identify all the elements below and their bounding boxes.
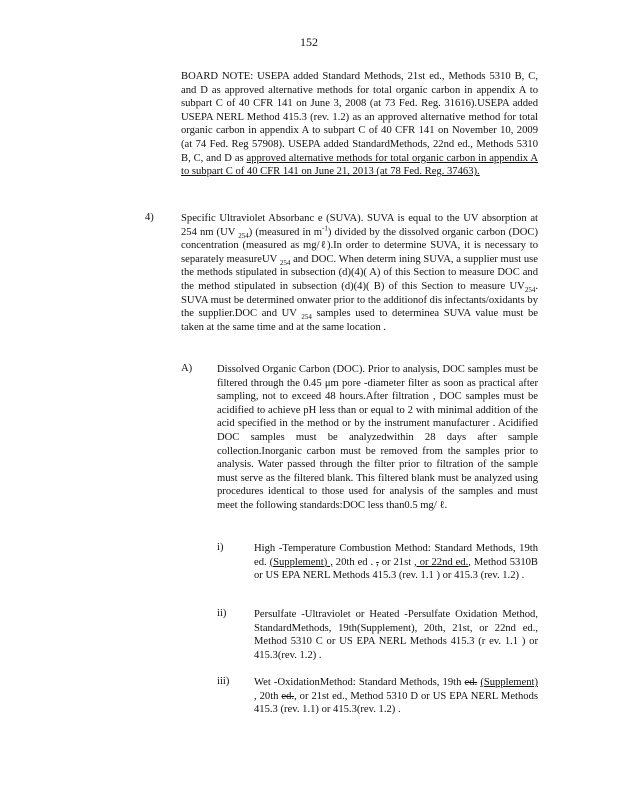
- suva-text-4: and DOC. When determ ining SUVA, a supplier must use the methods stipulated in subsection (d)(4)( A) of this Section to measure DOC and the method stipulated in subsection (d)(4)( B) of this Section to measure UV: [181, 253, 539, 292]
- suva-text-6: samples used to determinea SUVA value must be taken at the same time and at the same location .: [181, 308, 538, 333]
- page-number: 152: [300, 35, 318, 49]
- suva-sub-2: 254: [279, 258, 291, 267]
- suva-sub-1: 254: [238, 231, 249, 240]
- sub-i-text-4: , Method 5310B or US EPA NERL Methods 415.3 (rev. 1.1 ) or 415.3 (rev. 1.2) .: [254, 556, 538, 582]
- sub-i-struck: ,: [376, 556, 379, 568]
- board-note-underlined: approved alternative methods for total organic carbon in appendix A to subpart C of 40 CFR 141 on June 21, 2013 (at 78 Fed. Reg. 37463).: [181, 152, 538, 178]
- suva-text-1: Specific Ultraviolet Absorbanc e (SUVA). SUVA is equal to the UV absorption at 254 nm (UV: [181, 213, 538, 238]
- sub-iii-struck-2: ed.: [281, 690, 295, 702]
- board-note-text: BOARD NOTE: USEPA added Standard Methods, 21st ed., Methods 5310 B, C, and D as approved alternative methods for total organic carbon in appendix A to subpart C of 40 CFR 141 on June 3, 2008 (at 73 Fed. Reg. 31616).USEPA added USEPA NERL Method 415.3 (rev. 1.2) as an approved alternative method for total organic carbon in appendix A to subpart C of 40 CFR 141 on November 10, 2009 (at 74 Fed. Reg 57908). USEPA added StandardMethods, 22nd ed., Methods 5310 B, C, and D as: [181, 71, 538, 164]
- suva-text-5: . SUVA must be determined onwater prior to the additionof dis infectants/oxidants by the supplier.DOC and UV: [181, 280, 538, 320]
- sub-i-marker: i): [217, 542, 224, 553]
- sub-iii-text-1: Wet -OxidationMethod: Standard Methods, 19th: [254, 677, 465, 688]
- sub-iii-struck-1: ed.: [464, 677, 478, 688]
- sub-i-combustion: [254, 542, 538, 583]
- suva-text-3: ) divided by the dissolved organic carbon (DOC) concentration (measured as mg/ℓ).In order to determine SUVA, it is necessary to separately measureUV: [181, 226, 538, 265]
- sub-ii-marker: ii): [217, 608, 227, 619]
- item-A-marker: A): [181, 363, 193, 374]
- suva-text-2: ) (measured in m: [248, 226, 323, 238]
- sub-i-22nd: , or 22nd ed.: [414, 556, 469, 568]
- board-note: [181, 70, 538, 179]
- sub-iii-text-3: , or 21st ed., Method 5310 D or US EPA NERL Methods 415.3 (rev. 1.1) or 415.3(rev. 1.2) .: [254, 690, 538, 716]
- sub-iii-marker: iii): [217, 676, 230, 687]
- sub-ii-persulfate: Persulfate -Ultraviolet or Heated -Persulfate Oxidation Method, StandardMethods, 19th(Supplement), 20th, 21st, or 22nd ed., Method 5310 C or US EPA NERL Methods 415.3 (r ev. 1.1 ) or 415.3(rev. 1.2) .: [254, 609, 538, 661]
- sub-iii-supplement: (Supplement): [480, 677, 538, 688]
- suva-sub-3: 254: [524, 286, 536, 295]
- sub-i-text-3: or 21st: [378, 556, 415, 568]
- item-A-doc: Dissolved Organic Carbon (DOC). Prior to analysis, DOC samples must be filtered through the 0.45 μm pore -diameter filter as soon as practical after sampling, not to exceed 48 hours.After filtration , DOC samples must be acidified to achieve pH less than or equal to 2 with minimal addition of the acid specified in the method or by the instrument manufacturer . Acidified DOC samples must be analyzedwithin 28 days after sample collection.Inorganic carbon must be removed from the samples prior to analysis. Water passed through the filter prior to filtration of the sample must serve as the filtered blank. This filtered blank must be analyzed using procedures identical to those used for analysis of the samples and must meet the following standards:DOC less than0.5 mg/ ℓ.: [217, 364, 538, 511]
- sub-iii-wet-oxidation: [254, 676, 538, 717]
- sub-i-supplement: (Supplement) ,: [269, 556, 333, 568]
- sub-i-text-2: 20th ed .: [332, 556, 377, 568]
- suva-sup-1: -1: [322, 224, 328, 233]
- item-4-suva: [181, 212, 538, 334]
- sub-i-text-1: High -Temperature Combustion Method: Standard Methods, 19th ed.: [254, 543, 538, 568]
- item-4-marker: 4): [145, 212, 154, 223]
- suva-sub-4: 254: [301, 313, 312, 322]
- sub-iii-text-2: , 20th: [254, 690, 282, 702]
